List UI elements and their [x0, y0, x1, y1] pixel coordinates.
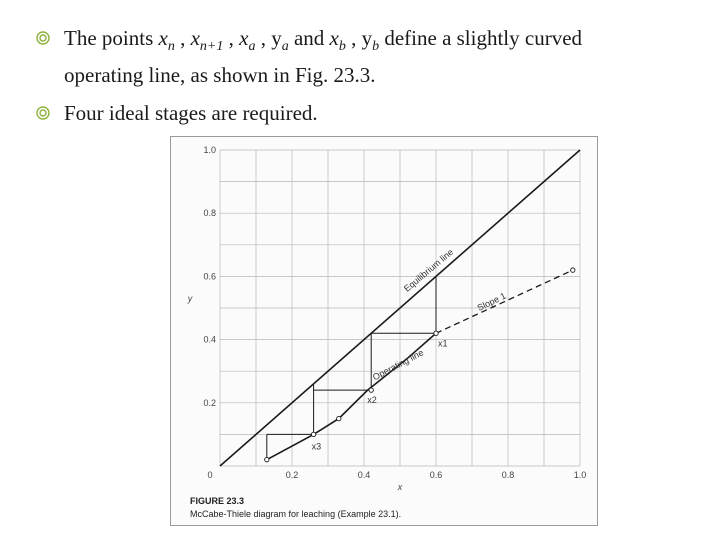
bullet-text-segment: and	[288, 26, 330, 50]
bullet-text-segment: b	[338, 39, 346, 55]
mccabe-thiele-figure	[170, 136, 598, 526]
y-tick-label: 0.2	[203, 397, 216, 408]
data-point	[311, 432, 315, 436]
bullet-text-segment: a	[281, 39, 289, 55]
x-tick-label: 0.6	[429, 470, 443, 480]
data-point	[265, 457, 269, 461]
bullet-text	[64, 24, 664, 89]
bullet-text-segment: x	[329, 26, 339, 50]
y-axis-label: y	[187, 293, 193, 304]
figure-caption-text: McCabe-Thiele diagram for leaching (Example 23.1).	[190, 509, 402, 519]
data-point	[434, 331, 438, 335]
ringed-bullet-icon	[36, 24, 64, 50]
figure-caption-label: FIGURE 23.3	[190, 496, 245, 506]
y-tick-label: 0.6	[203, 271, 216, 282]
x-tick-label: 0.8	[501, 470, 515, 480]
chart-svg	[170, 136, 598, 526]
operating-line-label: Operating line	[371, 347, 426, 383]
bullet-text-segment: x	[190, 26, 200, 50]
ringed-bullet-icon	[36, 99, 64, 125]
bullet-text-segment: x	[158, 26, 168, 50]
bullet-text-segment: b	[372, 39, 380, 55]
bullet-text-segment: define a slightly curved operating line, as shown in Fig. 23.3.	[64, 26, 583, 88]
y-tick-label: 1.0	[203, 145, 216, 155]
data-point	[571, 268, 575, 272]
bullet-text	[64, 99, 664, 127]
bullet-text-segment: n+1	[199, 39, 224, 55]
x-tick-label: 0.4	[357, 470, 371, 480]
y-tick-label: 0.8	[203, 208, 216, 219]
bullet-item	[36, 24, 664, 89]
slope-line-label: Slope 1	[475, 290, 508, 313]
point-label-x2: x2	[367, 395, 377, 406]
x-tick-label: 0.2	[285, 470, 299, 480]
bullet-text-segment: The points	[64, 26, 159, 50]
bullet-text-segment: ,	[223, 26, 240, 50]
y-tick-label: 0.4	[203, 334, 216, 345]
point-label-x1: x1	[438, 338, 448, 349]
point-label-x3: x3	[311, 441, 322, 452]
bullet-text-segment: ,	[174, 26, 191, 50]
bullet-text-segment: , y	[345, 26, 373, 50]
data-point	[369, 388, 373, 392]
bullet-text-segment: Four ideal stages are required.	[64, 101, 318, 125]
x-tick-label: 1.0	[573, 470, 587, 480]
bullet-text-segment: x	[239, 26, 249, 50]
data-point	[337, 416, 341, 420]
bullet-text-segment: , y	[255, 26, 282, 50]
bullet-item	[36, 99, 664, 127]
x-axis-label: x	[397, 482, 403, 492]
figure-frame	[171, 137, 598, 526]
equilibrium-line-label: Equilibrium line	[402, 246, 456, 294]
bullet-text-segment: n	[167, 39, 175, 55]
bullet-text-segment: a	[248, 39, 256, 55]
x-tick-label: 0	[207, 470, 213, 480]
